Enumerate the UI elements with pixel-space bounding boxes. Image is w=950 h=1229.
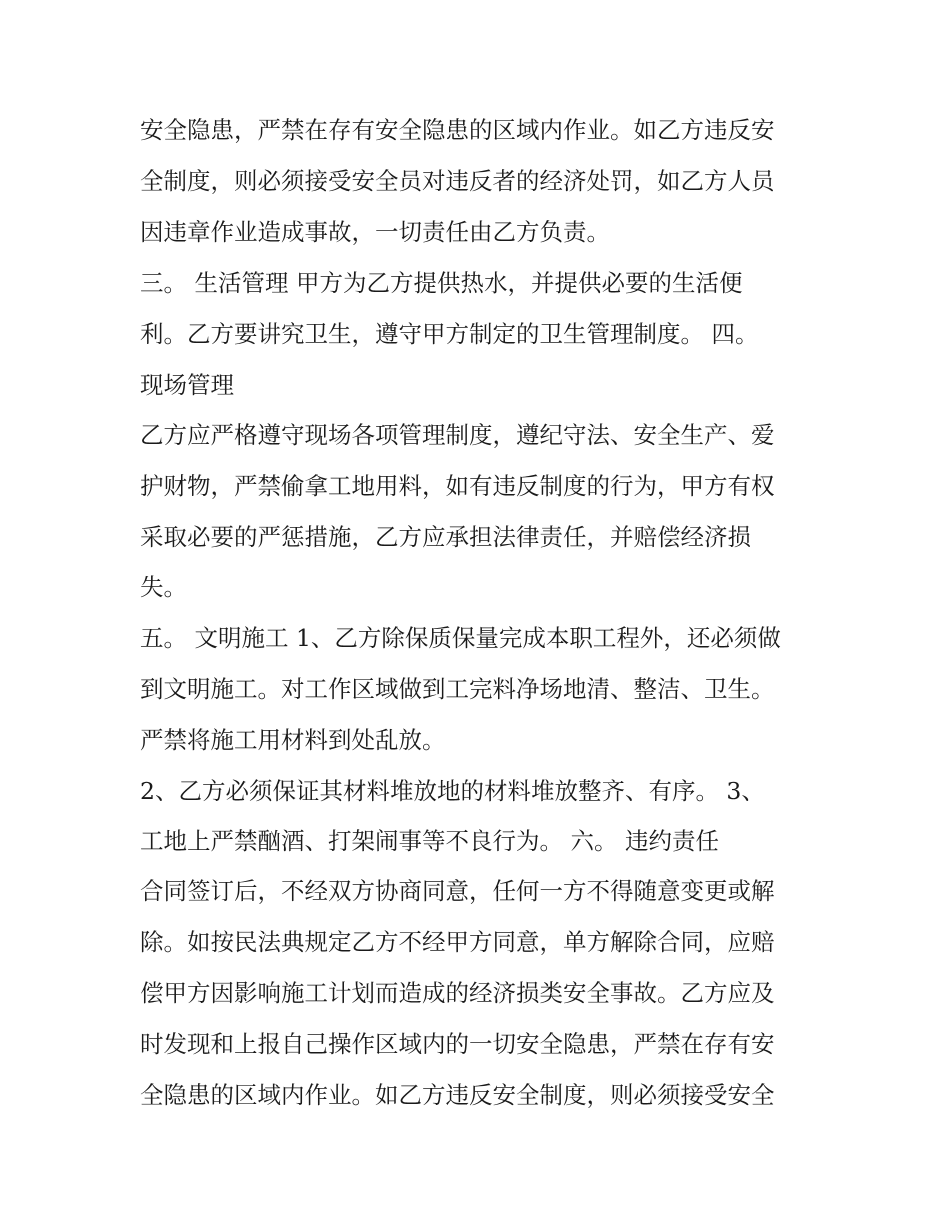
text-line: 严禁将施工用材料到处乱放。 bbox=[140, 726, 446, 754]
text-line: 因违章作业造成事故，一切责任由乙方负责。 bbox=[140, 218, 610, 246]
text-line: 工地上严禁酗酒、打架闹事等不良行为。 六。 违约责任 bbox=[140, 827, 719, 855]
text-line: 合同签订后，不经双方协商同意，任何一方不得随意变更或解 bbox=[140, 877, 775, 905]
text-line: 五。 文明施工 1、乙方除保质保量完成本职工程外，还必须做 bbox=[140, 624, 781, 652]
text-line: 全隐患的区域内作业。如乙方违反安全制度，则必须接受安全 bbox=[140, 1081, 775, 1109]
text-line: 到文明施工。对工作区域做到工完料净场地清、整洁、卫生。 bbox=[140, 675, 775, 703]
section-heading: 现场管理 bbox=[140, 371, 234, 399]
text-line: 全制度，则必须接受安全员对违反者的经济处罚，如乙方人员 bbox=[140, 167, 775, 195]
text-line: 护财物，严禁偷拿工地用料，如有违反制度的行为，甲方有权 bbox=[140, 472, 775, 500]
text-line: 失。 bbox=[140, 573, 187, 601]
text-line: 采取必要的严惩措施，乙方应承担法律责任，并赔偿经济损 bbox=[140, 523, 751, 551]
text-line: 乙方应严格遵守现场各项管理制度，遵纪守法、安全生产、爱 bbox=[140, 421, 775, 449]
text-line: 除。如按民法典规定乙方不经甲方同意，单方解除合同，应赔 bbox=[140, 928, 775, 956]
text-line: 三。 生活管理 甲方为乙方提供热水，并提供必要的生活便 bbox=[140, 269, 743, 297]
text-line: 时发现和上报自己操作区域内的一切安全隐患，严禁在存有安 bbox=[140, 1030, 775, 1058]
text-line: 2、乙方必须保证其材料堆放地的材料堆放整齐、有序。 3、 bbox=[140, 777, 765, 805]
text-line: 利。乙方要讲究卫生，遵守甲方制定的卫生管理制度。 四。 bbox=[140, 320, 759, 348]
text-line: 安全隐患，严禁在存有安全隐患的区域内作业。如乙方违反安 bbox=[140, 116, 775, 144]
text-line: 偿甲方因影响施工计划而造成的经济损类安全事故。乙方应及 bbox=[140, 979, 775, 1007]
